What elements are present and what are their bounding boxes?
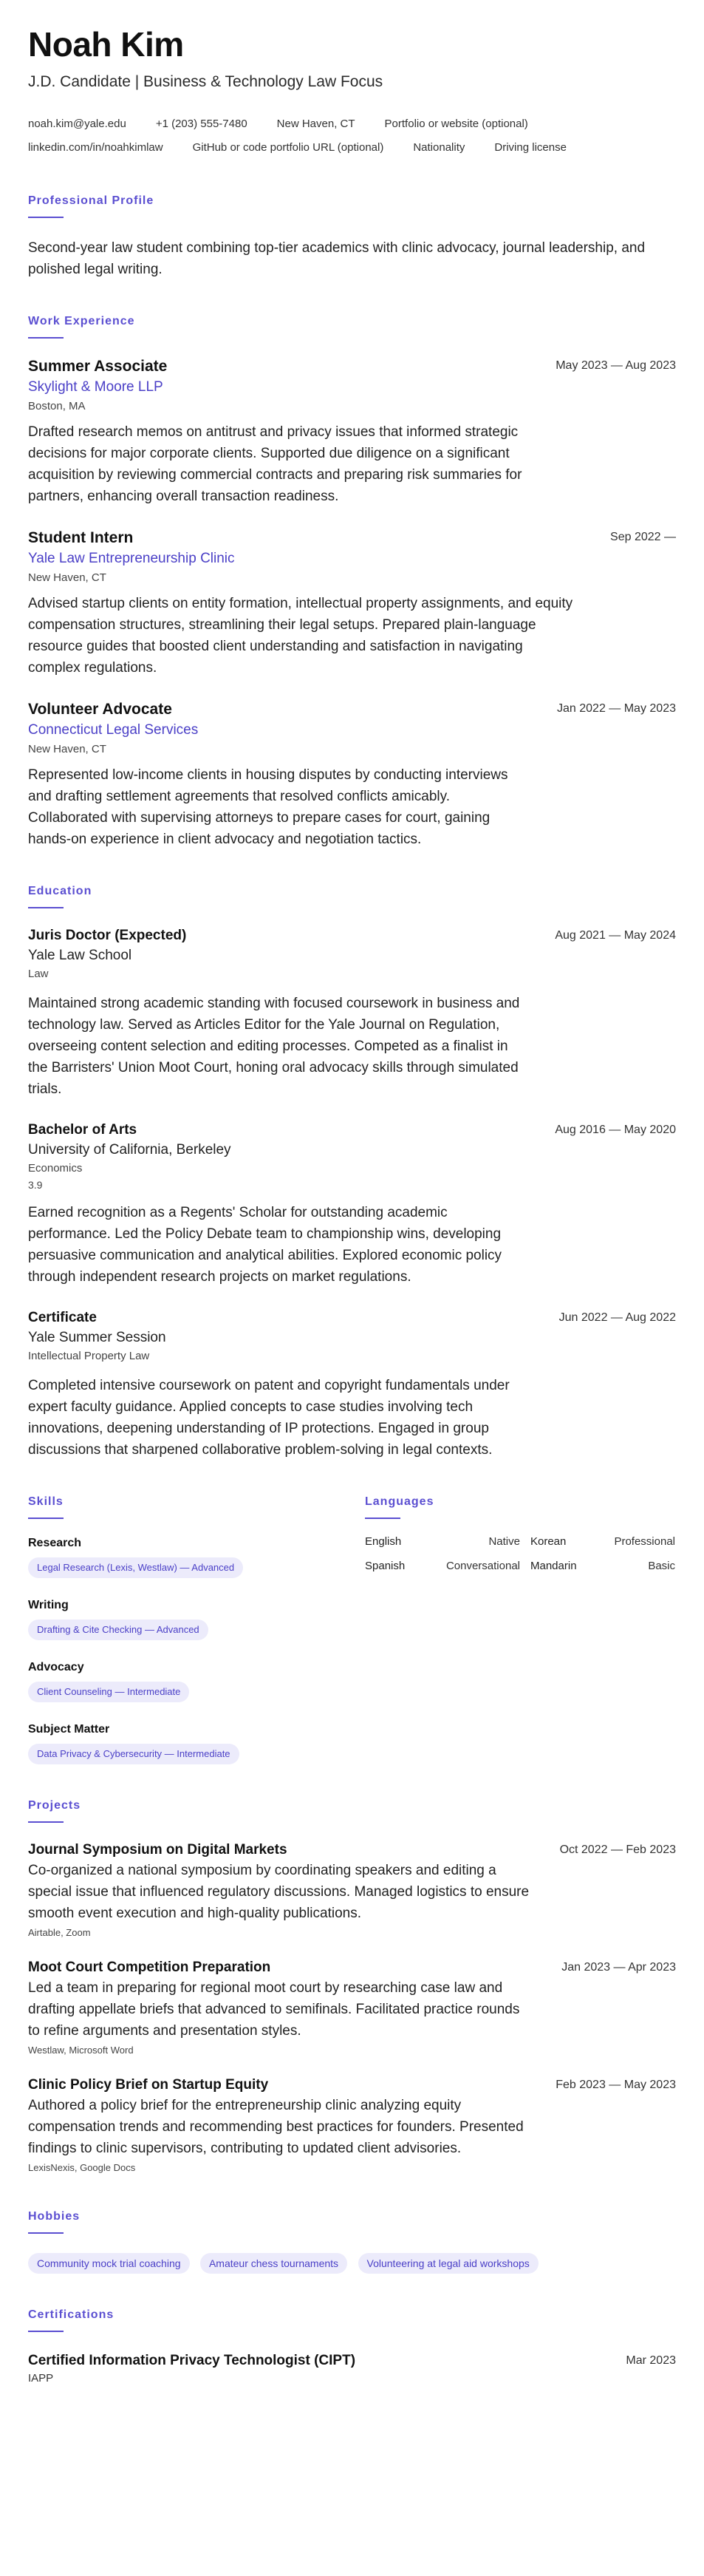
job-description: Represented low-income clients in housing disputes by conducting interviews and drafting settlement agreements that resolved conflicts amicably. Collaborated with supervising attorneys to prepare cases for court, gaining hands-on experience in client advocacy and negotiation tactics. <box>28 767 508 847</box>
language-name: Korean <box>530 1535 567 1548</box>
section-title: Certifications <box>28 2308 115 2321</box>
language-name: Mandarin <box>530 1560 577 1572</box>
education-dates: Aug 2016 — May 2020 <box>555 1124 676 1136</box>
projects-section <box>28 1798 676 2175</box>
skill-group <box>28 1535 365 1578</box>
section-title: Professional Profile <box>28 194 154 207</box>
language-level: Conversational <box>445 1560 520 1572</box>
skill-category: Advocacy <box>28 1661 84 1673</box>
education-dates: Jun 2022 — Aug 2022 <box>558 1311 676 1324</box>
job-title: Volunteer Advocate <box>28 701 172 718</box>
contact-phone[interactable]: +1 (203) 555-7480 <box>155 118 247 130</box>
certification-date: Mar 2023 <box>626 2354 676 2367</box>
job-description: Advised startup clients on entity formation, intellectual property assignments, and equity compensation structures, streamlining their legal setups. Prepared plain-language resource guides that boosted client understanding and satisfaction in navigating complex regulations. <box>28 596 573 676</box>
profile-section <box>28 194 676 280</box>
skills-section <box>28 1495 365 1764</box>
candidate-headline: J.D. Candidate | Business & Technology Law Focus <box>28 73 383 90</box>
degree: Bachelor of Arts <box>28 1122 137 1138</box>
project-name: Journal Symposium on Digital Markets <box>28 1842 287 1858</box>
hobbies-section <box>28 2209 676 2274</box>
job-dates: Sep 2022 — <box>610 531 676 543</box>
section-title: Languages <box>365 1495 434 1508</box>
contact-nationality: Nationality <box>413 141 465 154</box>
skill-group <box>28 1597 365 1640</box>
contact-portfolio[interactable]: Portfolio or website (optional) <box>384 118 528 130</box>
project-dates: Jan 2023 — Apr 2023 <box>561 1961 676 1974</box>
certification-issuer: IAPP <box>28 2372 54 2385</box>
skill-chip: Data Privacy & Cybersecurity — Intermediate <box>28 1744 239 1764</box>
job-location: New Haven, CT <box>28 571 106 584</box>
language-name: English <box>365 1535 402 1548</box>
section-title: Work Experience <box>28 315 135 327</box>
project-name: Moot Court Competition Preparation <box>28 1960 271 1975</box>
project-description: Led a team in preparing for regional moot court by researching case law and drafting appellate briefs that advanced to semifinals. Facilitated practice rounds to refine arguments and presentation styles. <box>28 1980 520 2039</box>
skill-group <box>28 1659 365 1702</box>
experience-entry <box>28 699 676 850</box>
education-dates: Aug 2021 — May 2024 <box>555 929 676 942</box>
project-name: Clinic Policy Brief on Startup Equity <box>28 2077 269 2093</box>
job-title: Summer Associate <box>28 358 168 375</box>
education-entry <box>28 1308 676 1461</box>
employer: Skylight & Moore LLP <box>28 379 163 395</box>
profile-summary: Second-year law student combining top-tier academics with clinic advocacy, journal leadership, and polished legal writing. <box>28 240 646 277</box>
contact-bar <box>28 112 676 160</box>
section-title: Projects <box>28 1799 81 1812</box>
project-description: Co-organized a national symposium by coordinating speakers and editing a special issue that influenced regulatory discussions. Managed logistics to ensure smooth event execution and high-quality publications. <box>28 1863 530 1921</box>
school: Yale Summer Session <box>28 1330 166 1345</box>
experience-entry <box>28 356 676 507</box>
section-divider <box>28 1518 64 1519</box>
project-entry <box>28 1958 676 2058</box>
section-title: Education <box>28 885 92 897</box>
certification-entry <box>28 2351 676 2387</box>
section-divider <box>28 1821 64 1823</box>
skill-chip: Drafting & Cite Checking — Advanced <box>28 1620 208 1640</box>
skill-category: Subject Matter <box>28 1723 110 1736</box>
job-title: Student Intern <box>28 529 134 546</box>
project-tools: Westlaw, Microsoft Word <box>28 2045 134 2056</box>
contact-location: New Haven, CT <box>276 118 355 130</box>
project-dates: Feb 2023 — May 2023 <box>556 2079 676 2091</box>
languages-section <box>365 1495 675 1764</box>
degree: Certificate <box>28 1310 97 1325</box>
section-title: Hobbies <box>28 2210 81 2223</box>
experience-entry <box>28 528 676 679</box>
contact-license: Driving license <box>494 141 567 154</box>
school: University of California, Berkeley <box>28 1142 231 1158</box>
section-divider <box>28 2232 64 2234</box>
education-description: Completed intensive coursework on patent and copyright fundamentals under expert faculty guidance. Applied concepts to case studies involving tech innovations, deepening understanding of IP protections. Engaged in group discussions that sharpened collaborative problem-solving in legal contexts. <box>28 1378 510 1458</box>
education-entry <box>28 1121 676 1288</box>
section-divider <box>28 337 64 339</box>
contact-linkedin[interactable]: linkedin.com/in/noahkimlaw <box>28 141 163 154</box>
gpa: 3.9 <box>28 1179 43 1191</box>
field-of-study: Economics <box>28 1162 83 1175</box>
education-description: Earned recognition as a Regents' Scholar for outstanding academic performance. Led the Policy Debate team to championship wins, developing persuasive communication and analytical abilities. Explored economic policy through independent research projects on market regulations. <box>28 1205 502 1285</box>
certifications-section <box>28 2308 676 2387</box>
hobby-chip: Community mock trial coaching <box>28 2253 190 2274</box>
language-level: Professional <box>614 1535 675 1548</box>
job-location: New Haven, CT <box>28 743 106 755</box>
language-level: Basic <box>648 1560 675 1572</box>
skill-chip: Client Counseling — Intermediate <box>28 1682 189 1702</box>
project-entry <box>28 1841 676 1940</box>
section-title: Skills <box>28 1495 64 1508</box>
skill-category: Research <box>28 1537 82 1549</box>
contact-github[interactable]: GitHub or code portfolio URL (optional) <box>192 141 384 154</box>
hobby-chip: Volunteering at legal aid workshops <box>358 2253 539 2274</box>
section-divider <box>28 907 64 908</box>
education-section <box>28 884 676 1461</box>
field-of-study: Intellectual Property Law <box>28 1350 150 1362</box>
employer: Yale Law Entrepreneurship Clinic <box>28 551 235 566</box>
education-entry <box>28 926 676 1100</box>
experience-section <box>28 314 676 850</box>
project-dates: Oct 2022 — Feb 2023 <box>559 1843 676 1856</box>
project-description: Authored a policy brief for the entrepreneurship clinic analyzing equity compensation trends and recommending best practices for founders. Presented findings to clinic supervisors, contributing to updated client advisories. <box>28 2098 524 2156</box>
job-location: Boston, MA <box>28 400 86 412</box>
project-tools: Airtable, Zoom <box>28 1927 91 1938</box>
hobbies-list <box>28 2247 676 2274</box>
job-dates: Jan 2022 — May 2023 <box>557 702 676 715</box>
job-description: Drafted research memos on antitrust and privacy issues that informed strategic decisions for major corporate clients. Supported due diligence on a significant acquisition by reviewing commercial contracts and preparing risk summaries for partners, enhancing overall transaction readiness. <box>28 424 522 504</box>
skill-chip: Legal Research (Lexis, Westlaw) — Advanced <box>28 1557 243 1578</box>
skill-category: Writing <box>28 1599 69 1611</box>
skills-languages-row <box>28 1495 676 1764</box>
section-divider <box>365 1518 400 1519</box>
certification-name: Certified Information Privacy Technologist (CIPT) <box>28 2353 356 2368</box>
employer: Connecticut Legal Services <box>28 722 199 738</box>
hobby-chip: Amateur chess tournaments <box>200 2253 347 2274</box>
project-entry <box>28 2076 676 2175</box>
language-level: Native <box>488 1535 520 1548</box>
project-tools: LexisNexis, Google Docs <box>28 2162 136 2173</box>
field-of-study: Law <box>28 968 49 980</box>
candidate-name: Noah Kim <box>28 25 184 64</box>
contact-email[interactable]: noah.kim@yale.edu <box>28 118 126 130</box>
school: Yale Law School <box>28 948 132 963</box>
languages-table <box>365 1535 675 1572</box>
education-description: Maintained strong academic standing with focused coursework in business and technology law. Served as Articles Editor for the Yale Journal on Regulation, overseeing content selection and editing processes. Competed as a finalist in the Barristers' Union Moot Court, honing oral advocacy skills through simulated trials. <box>28 996 520 1097</box>
section-divider <box>28 217 64 218</box>
job-dates: May 2023 — Aug 2023 <box>556 359 676 372</box>
section-divider <box>28 2331 64 2332</box>
language-name: Spanish <box>365 1560 406 1572</box>
degree: Juris Doctor (Expected) <box>28 928 187 943</box>
skill-group <box>28 1722 365 1764</box>
